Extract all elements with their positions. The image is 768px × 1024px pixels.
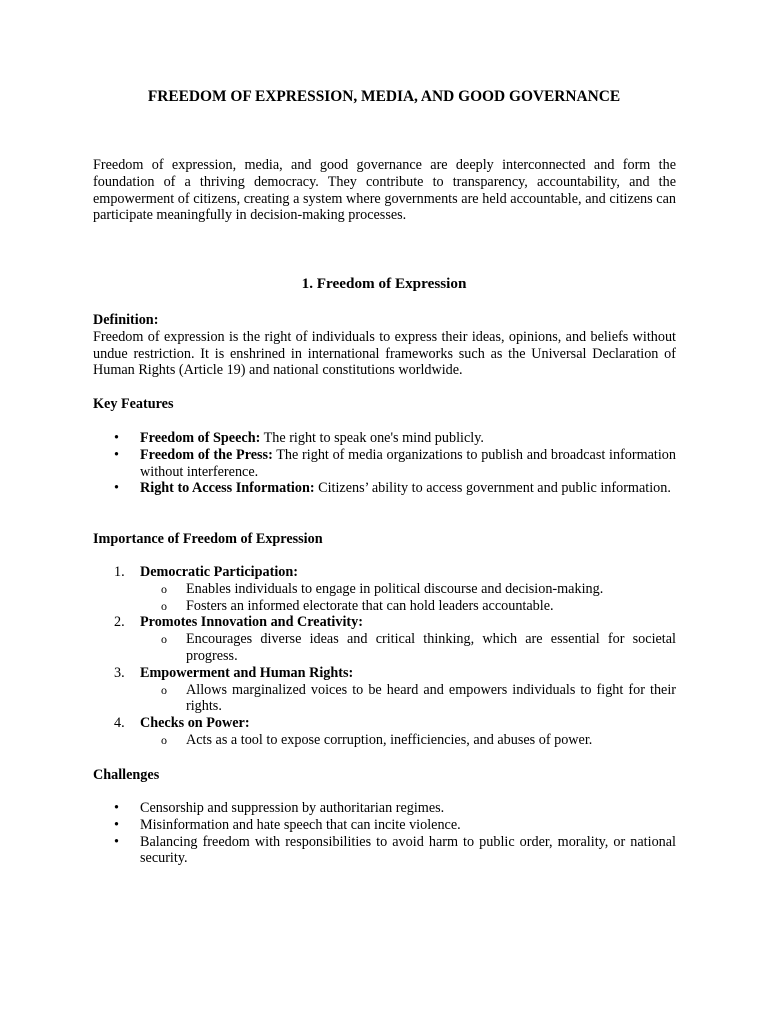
sub-list xyxy=(140,732,676,749)
list-number: 1. xyxy=(114,564,125,580)
bullet-icon: • xyxy=(114,833,119,850)
list-item xyxy=(93,564,676,614)
feature-text: Citizens’ ability to access government and public information. xyxy=(314,480,671,497)
sub-list-item xyxy=(140,581,676,598)
circle-bullet-icon: o xyxy=(161,682,167,697)
list-item xyxy=(93,817,676,834)
importance-list xyxy=(93,564,676,749)
sub-list xyxy=(140,682,676,716)
list-item xyxy=(93,665,676,715)
feature-text: The right of media organizations to publish and broadcast information without interference. xyxy=(140,446,676,480)
bullet-icon: • xyxy=(114,430,119,446)
circle-bullet-icon: o xyxy=(161,632,167,647)
feature-label: Right to Access Information: xyxy=(140,480,315,497)
key-features-list xyxy=(93,430,676,497)
bullet-icon: • xyxy=(114,446,119,463)
importance-label: Democratic Participation: xyxy=(140,564,298,580)
list-item xyxy=(93,834,676,868)
definition-label: Definition: xyxy=(93,312,159,328)
section-heading-freedom-of-expression: 1. Freedom of Expression xyxy=(301,275,467,292)
importance-label: Promotes Innovation and Creativity: xyxy=(140,614,363,631)
sub-list xyxy=(140,581,676,615)
sub-item-text: Encourages diverse ideas and critical thinking, which are essential for societal progress. xyxy=(186,631,676,664)
feature-text: The right to speak one's mind publicly. xyxy=(260,430,484,446)
list-item xyxy=(93,480,676,497)
sub-item-text: Enables individuals to engage in political discourse and decision-making. xyxy=(186,580,604,597)
circle-bullet-icon: o xyxy=(161,598,167,613)
definition-block xyxy=(93,312,676,379)
sub-list-item xyxy=(140,598,676,615)
importance-label: Empowerment and Human Rights: xyxy=(140,664,354,681)
sub-list xyxy=(140,631,676,665)
sub-item-text: Allows marginalized voices to be heard and empowers individuals to fight for their rights. xyxy=(186,681,676,715)
document-title: FREEDOM OF EXPRESSION, MEDIA, AND GOOD GOVERNANCE xyxy=(147,88,621,105)
bullet-icon: • xyxy=(114,816,119,833)
list-item xyxy=(93,715,676,749)
list-item xyxy=(93,430,676,447)
importance-heading: Importance of Freedom of Expression xyxy=(93,531,323,547)
sub-list-item xyxy=(140,682,676,716)
challenge-text: Censorship and suppression by authoritarian regimes. xyxy=(140,800,445,816)
challenges-list xyxy=(93,800,676,867)
circle-bullet-icon: o xyxy=(161,581,167,596)
sub-list-item xyxy=(140,732,676,749)
definition-text: Freedom of expression is the right of individuals to express their ideas, opinions, and beliefs without undue restriction. It is enshrined in international frameworks such as the Universal Declaration of Human Rights (Article 19) and national constitutions worldwide. xyxy=(93,328,676,379)
feature-label: Freedom of the Press: xyxy=(140,446,273,463)
challenge-text: Misinformation and hate speech that can incite violence. xyxy=(140,816,461,833)
list-number: 4. xyxy=(114,715,125,732)
bullet-icon: • xyxy=(114,480,119,497)
list-item xyxy=(93,800,676,817)
list-item xyxy=(93,614,676,664)
challenges-heading: Challenges xyxy=(93,767,160,783)
challenge-text: Balancing freedom with responsibilities to avoid harm to public order, morality, or national security. xyxy=(140,833,676,867)
sub-item-text: Fosters an informed electorate that can hold leaders accountable. xyxy=(186,597,554,614)
bullet-icon: • xyxy=(114,800,119,816)
importance-label: Checks on Power: xyxy=(140,715,250,732)
list-number: 3. xyxy=(114,664,125,681)
intro-paragraph: Freedom of expression, media, and good governance are deeply interconnected and form the foundation of a thriving democracy. They contribute to transparency, accountability, and the empowerment of citizens, creating a system where governments are held accountable, and citizens can participate meaningfully in decision-making processes. xyxy=(93,157,676,224)
feature-label: Freedom of Speech: xyxy=(140,430,261,446)
list-number: 2. xyxy=(114,614,125,631)
sub-item-text: Acts as a tool to expose corruption, inefficiencies, and abuses of power. xyxy=(186,731,593,748)
key-features-heading: Key Features xyxy=(93,396,174,412)
sub-list-item xyxy=(140,631,676,665)
list-item xyxy=(93,447,676,481)
circle-bullet-icon: o xyxy=(161,732,167,747)
